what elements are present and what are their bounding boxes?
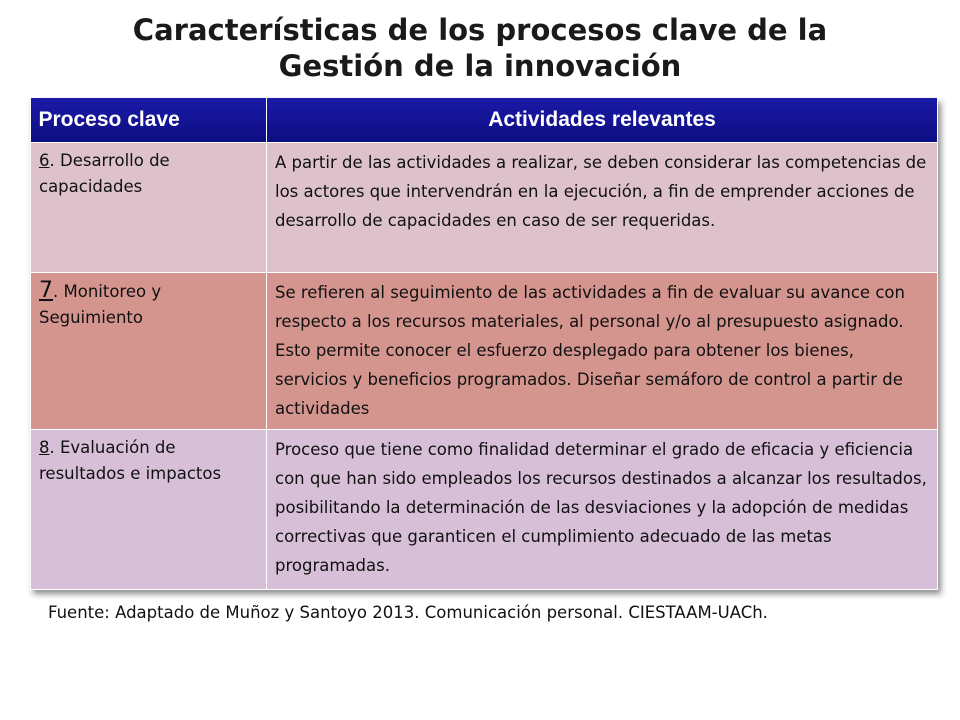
activity-cell: A partir de las actividades a realizar, se deben considerar las competencias de los actores que intervendrán en la ejecución, a fin de emprender acciones de desarrollo de capacidades en caso de ser requeridas. <box>267 143 938 273</box>
process-name: . Evaluación de resultados e impactos <box>39 438 222 483</box>
activity-cell: Proceso que tiene como finalidad determinar el grado de eficacia y eficiencia con que han sido empleados los recursos destinados a alcanzar los resultados, posibilitando la determinación de las desviaciones y la adopción de medidas correctivas que garanticen el cumplimiento adecuado de las metas programadas. <box>267 430 938 590</box>
slide-title <box>0 12 960 84</box>
process-number: 6 <box>39 151 50 170</box>
process-name: . Monitoreo y Seguimiento <box>39 282 162 327</box>
header-actividades: Actividades relevantes <box>267 98 938 143</box>
process-name: . Desarrollo de capacidades <box>39 151 170 196</box>
title-line-1: Características de los procesos clave de la <box>132 13 828 47</box>
process-cell <box>31 430 267 590</box>
header-proceso-clave: Proceso clave <box>31 98 267 143</box>
processes-table <box>30 98 938 590</box>
table-row <box>31 273 938 430</box>
process-number: 7 <box>39 278 53 303</box>
source-note: Fuente: Adaptado de Muñoz y Santoyo 2013. Comunicación personal. CIESTAAM-UACh. <box>48 603 768 622</box>
activity-cell: Se refieren al seguimiento de las actividades a fin de evaluar su avance con respecto a los recursos materiales, al personal y/o al presupuesto asignado. Esto permite conocer el esfuerzo desplegado para obtener los bienes, servicios y beneficios programados. Diseñar semáforo de control a partir de actividades <box>267 273 938 430</box>
process-cell <box>31 273 267 430</box>
table-row <box>31 430 938 590</box>
table-row <box>31 143 938 273</box>
process-number: 8 <box>39 438 50 457</box>
title-line-2: Gestión de la innovación <box>278 49 682 83</box>
table-header-row <box>31 98 938 143</box>
process-cell <box>31 143 267 273</box>
